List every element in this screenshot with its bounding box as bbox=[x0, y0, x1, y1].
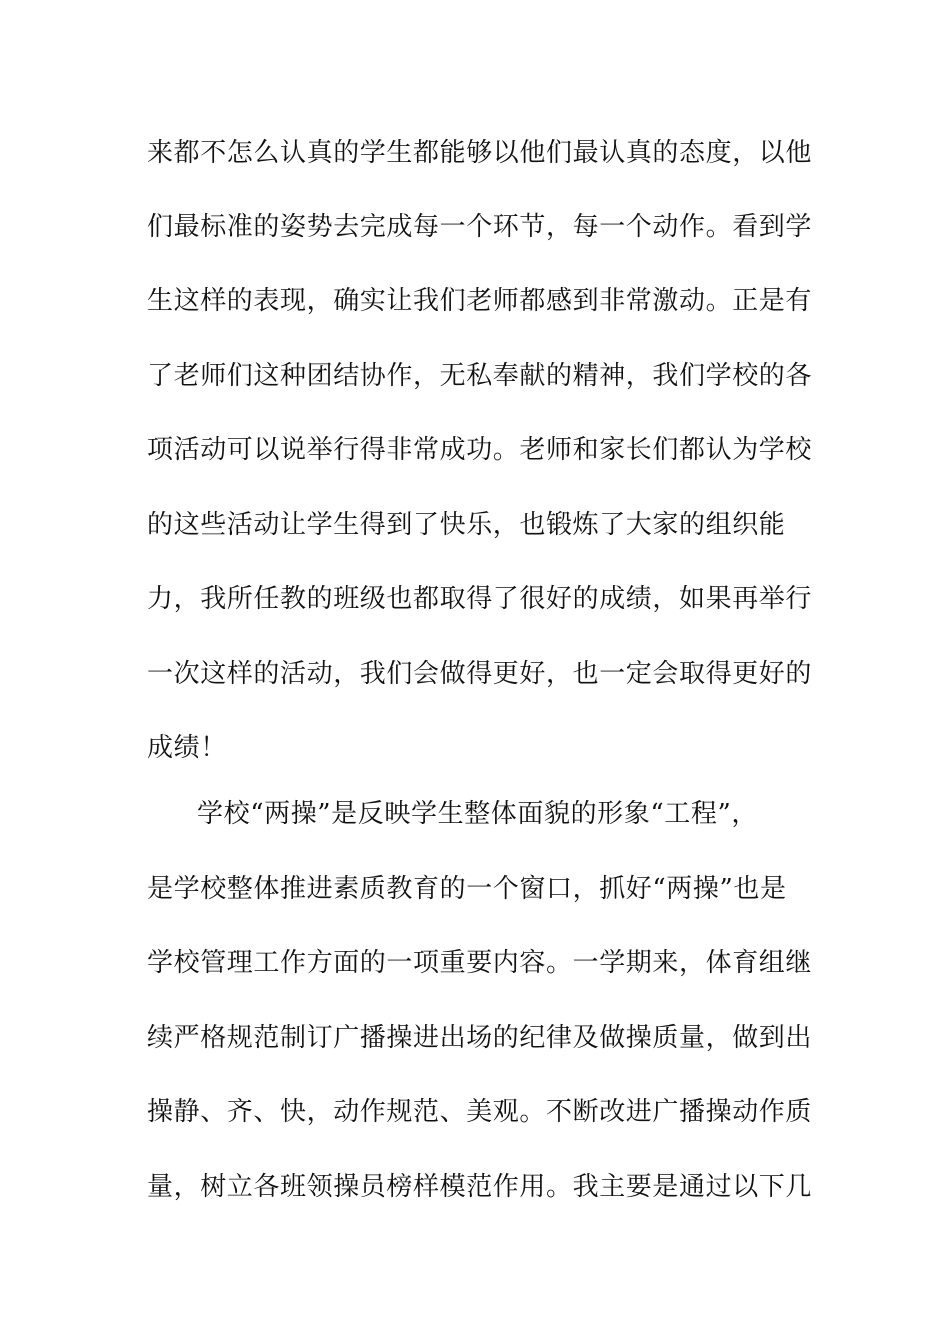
text-line: 学校管理工作方面的一项重要内容。一学期来，体育组继 bbox=[147, 948, 813, 978]
paragraph-first-line: 学校“两操”是反映学生整体面貌的形象“工程”， bbox=[197, 799, 758, 829]
text-line: 的这些活动让学生得到了快乐，也锻炼了大家的组织能 bbox=[147, 510, 786, 540]
text-line: 们最标准的姿势去完成每一个环节，每一个动作。看到学 bbox=[147, 212, 813, 242]
text-line: 了老师们这种团结协作，无私奉献的精神，我们学校的各 bbox=[147, 361, 813, 391]
text-line: 成绩！ bbox=[147, 733, 227, 763]
text-line: 续严格规范制订广播操进出场的纪律及做操质量，做到出 bbox=[147, 1023, 813, 1053]
text-line: 一次这样的活动，我们会做得更好，也一定会取得更好的 bbox=[147, 659, 813, 689]
text-line: 力，我所任教的班级也都取得了很好的成绩，如果再举行 bbox=[147, 584, 813, 614]
text-line: 是学校整体推进素质教育的一个窗口，抓好“两操”也是 bbox=[147, 874, 787, 904]
text-line: 操静、齐、快，动作规范、美观。不断改进广播操动作质 bbox=[147, 1097, 813, 1127]
text-line: 生这样的表现，确实让我们老师都感到非常激动。正是有 bbox=[147, 286, 813, 316]
text-line: 来都不怎么认真的学生都能够以他们最认真的态度，以他 bbox=[147, 138, 813, 168]
text-line: 量，树立各班领操员榜样模范作用。我主要是通过以下几 bbox=[147, 1172, 813, 1202]
text-line: 项活动可以说举行得非常成功。老师和家长们都认为学校 bbox=[147, 435, 813, 465]
